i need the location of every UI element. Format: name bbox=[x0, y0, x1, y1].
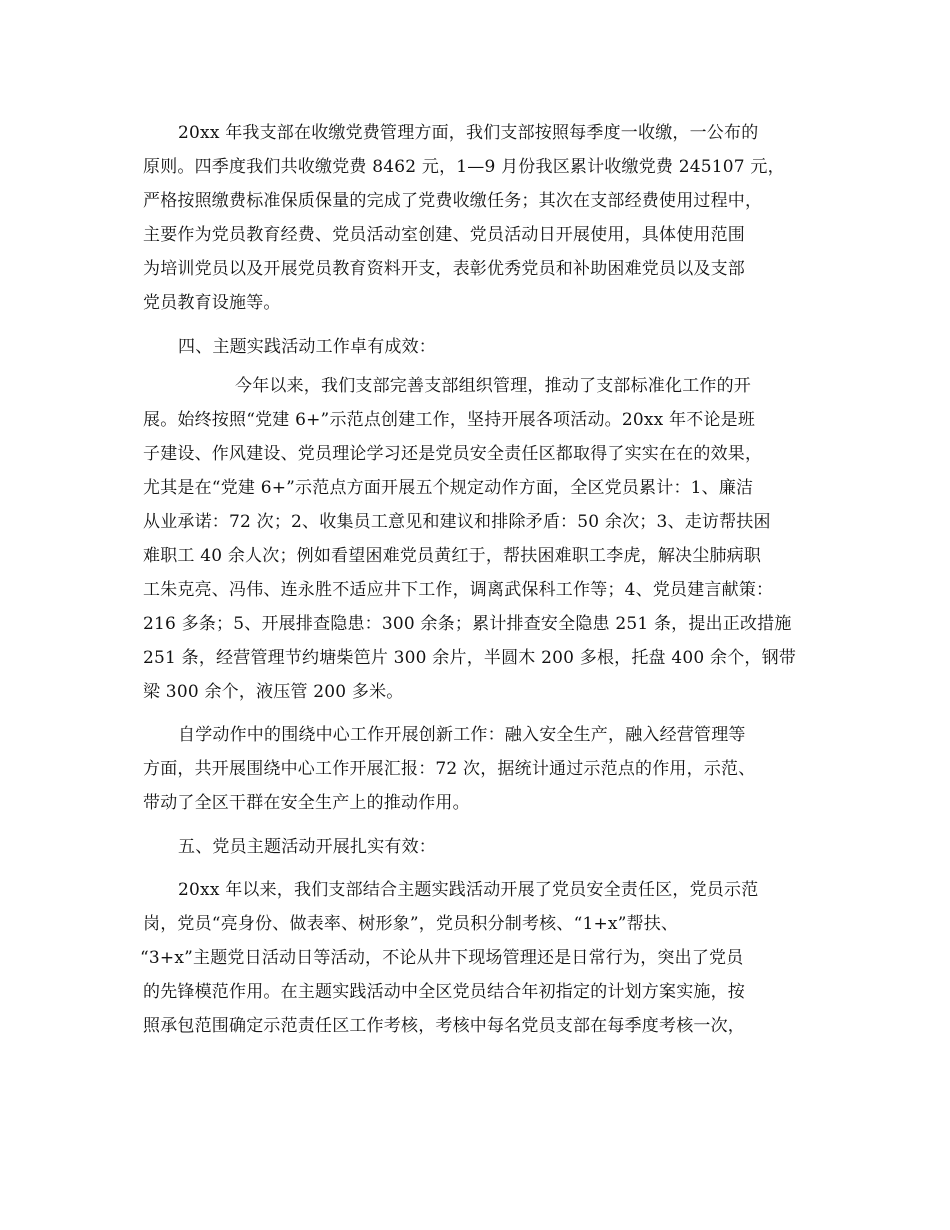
paragraph-line: 从业承诺：72 次；2、收集员工意见和建议和排除矛盾：50 余次；3、走访帮扶困 bbox=[143, 512, 771, 532]
paragraph-line: 自学动作中的围绕中心工作开展创新工作：融入安全生产，融入经营管理等 bbox=[178, 725, 746, 745]
paragraph-line: 照承包范围确定示范责任区工作考核，考核中每名党员支部在每季度考核一次， bbox=[143, 1016, 745, 1036]
paragraph-line: 工朱克亮、冯伟、连永胜不适应井下工作，调离武保科工作等；4、党员建言献策： bbox=[143, 580, 774, 600]
paragraph-line: 20xx 年以来，我们支部结合主题实践活动开展了党员安全责任区，党员示范 bbox=[178, 880, 759, 900]
paragraph-line: 展。始终按照“党建 6+”示范点创建工作，坚持开展各项活动。20xx 年不论是班 bbox=[143, 410, 756, 430]
paragraph-line: 251 条，经营管理节约塘柴笆片 300 余片，半圆木 200 多根，托盘 400 余个，钢带 bbox=[143, 648, 797, 668]
paragraph-line: 岗，党员“亮身份、做表率、树形象”，党员积分制考核、“1+x”帮扶、 bbox=[143, 914, 679, 934]
paragraph-line: 带动了全区干群在安全生产上的推动作用。 bbox=[143, 793, 470, 813]
paragraph-line: 难职工 40 余人次；例如看望困难党员黄红于，帮扶困难职工李虎，解决尘肺病职 bbox=[143, 546, 762, 566]
paragraph-line: 今年以来，我们支部完善支部组织管理，推动了支部标准化工作的开 bbox=[235, 376, 751, 396]
section-heading: 四、主题实践活动工作卓有成效： bbox=[178, 337, 436, 357]
paragraph-line: 216 多条；5、开展排查隐患：300 余条；累计排查安全隐患 251 条，提出正改措施 bbox=[143, 614, 792, 634]
paragraph-line: 尤其是在“党建 6+”示范点方面开展五个规定动作方面，全区党员累计：1、廉洁 bbox=[143, 478, 754, 498]
paragraph-line: 方面，共开展围绕中心工作开展汇报：72 次，据统计通过示范点的作用，示范、 bbox=[143, 759, 756, 779]
paragraph-line: 梁 300 余个，液压管 200 多米。 bbox=[143, 682, 404, 702]
paragraph-line: 的先锋模范作用。在主题实践活动中全区党员结合年初指定的计划方案实施，按 bbox=[143, 982, 745, 1002]
paragraph-line: “3+x”主题党日活动日等活动，不论从井下现场管理还是日常行为，突出了党员 bbox=[140, 948, 744, 968]
paragraph-line: 子建设、作风建设、党员理论学习还是党员安全责任区都取得了实实在在的效果， bbox=[143, 444, 763, 464]
paragraph-line: 严格按照缴费标准保质保量的完成了党费收缴任务；其次在支部经费使用过程中， bbox=[143, 191, 763, 211]
paragraph-line: 20xx 年我支部在收缴党费管理方面，我们支部按照每季度一收缴，一公布的 bbox=[178, 123, 759, 143]
paragraph-line: 原则。四季度我们共收缴党费 8462 元，1—9 月份我区累计收缴党费 245107 元， bbox=[143, 157, 785, 177]
paragraph-line: 为培训党员以及开展党员教育资料开支，表彰优秀党员和补助困难党员以及支部 bbox=[143, 259, 745, 279]
section-heading: 五、党员主题活动开展扎实有效： bbox=[178, 837, 436, 857]
paragraph-line: 党员教育设施等。 bbox=[143, 293, 281, 313]
paragraph-line: 主要作为党员教育经费、党员活动室创建、党员活动日开展使用，具体使用范围 bbox=[143, 225, 745, 245]
